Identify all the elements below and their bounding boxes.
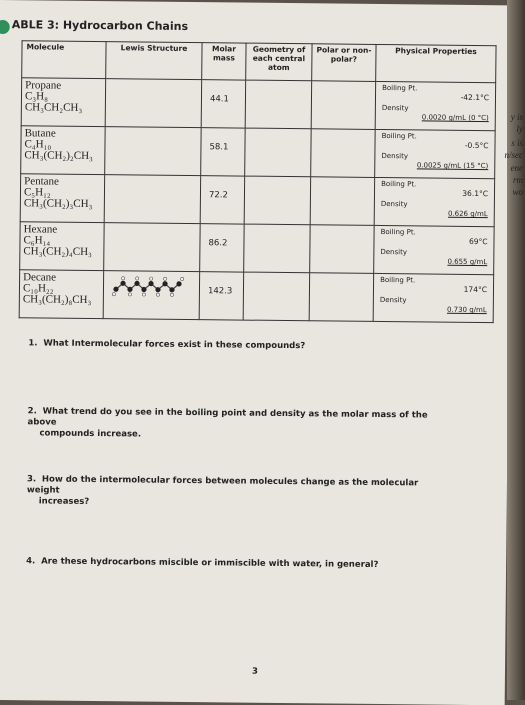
side-text: wo — [512, 187, 523, 197]
molar-mass: 86.2 — [208, 238, 228, 249]
header-physical: Physical Properties — [376, 44, 496, 82]
molecule-formula: C₄H₁₀ — [24, 138, 52, 151]
decane-ball-stick-model — [112, 275, 192, 298]
table-row — [21, 78, 495, 131]
density-value: 0.0020 g/mL (0 °C) — [421, 113, 489, 123]
header-polar: Polar or non-polar? — [312, 44, 376, 82]
geometry-cell — [244, 176, 310, 225]
physical-cell — [374, 225, 494, 274]
boiling-value: -0.5°C — [464, 140, 489, 151]
molecule-formula: C₆H₁₄ — [23, 234, 51, 247]
molecule-cell — [19, 270, 103, 319]
question-1 — [28, 338, 448, 353]
physical-cell — [375, 129, 495, 178]
density-label: Density — [380, 247, 408, 257]
density-value: 0.730 g/mL — [446, 305, 487, 315]
molar-mass: 58.1 — [209, 142, 229, 153]
density-label: Density — [381, 104, 409, 113]
question-2 — [27, 406, 447, 443]
lewis-cell — [105, 79, 201, 128]
table-row — [21, 126, 495, 179]
lewis-cell — [104, 175, 200, 224]
geometry-cell — [245, 80, 311, 129]
corner-mark — [0, 20, 10, 34]
table-title: ABLE 3: Hydrocarbon Chains — [11, 18, 189, 33]
density-value: 0.626 g/mL — [447, 209, 488, 219]
molecule-name: Butane — [24, 127, 56, 140]
polar-cell — [311, 129, 375, 178]
physical-cell — [373, 273, 493, 322]
geometry-cell — [244, 224, 310, 273]
molar-cell — [201, 80, 246, 128]
molecule-formula: C₃H₈ — [24, 90, 49, 103]
molecule-condensed: CH₃CH₂CH₃ — [24, 101, 83, 114]
header-lewis: Lewis Structure — [106, 42, 202, 80]
question-3 — [27, 474, 447, 511]
boiling-value: 174°C — [463, 284, 488, 295]
boiling-label: Boiling Pt. — [380, 227, 416, 237]
question-text-continued: compounds increase. — [39, 428, 142, 440]
question-text: Are these hydrocarbons miscible or immiscible with water, in general? — [41, 556, 379, 570]
density-value: 0.655 g/mL — [447, 257, 488, 267]
question-4 — [26, 556, 446, 571]
boiling-label: Boiling Pt. — [380, 275, 416, 285]
geometry-cell — [243, 272, 309, 321]
molecule-condensed: CH₃(CH₂)₈CH₃ — [22, 293, 92, 306]
question-text: How do the intermolecular forces between molecules change as the molecular weight — [26, 474, 419, 496]
side-text: rm — [512, 175, 523, 185]
molar-mass: 142.3 — [207, 286, 233, 297]
molar-mass: 44.1 — [209, 94, 229, 105]
molar-cell — [200, 176, 245, 224]
molecule-cell — [20, 222, 104, 271]
polar-cell — [310, 225, 374, 274]
header-molar: Molar mass — [202, 43, 246, 80]
question-text-continued: increases? — [38, 496, 90, 507]
molecule-name: Hexane — [23, 223, 58, 236]
side-text: y is — [510, 112, 523, 122]
table-header-row — [22, 41, 496, 83]
molar-cell — [200, 224, 245, 272]
polar-cell — [311, 81, 375, 130]
molecule-cell — [21, 78, 105, 127]
boiling-value: 36.1°C — [462, 188, 489, 199]
density-value: 0.0025 g/mL (15 °C) — [416, 161, 489, 171]
lewis-cell — [104, 223, 200, 272]
density-label: Density — [381, 152, 409, 161]
question-number: 3. — [26, 474, 37, 485]
molecule-condensed: CH₃(CH₂)₄CH₃ — [23, 245, 92, 258]
question-text: What trend do you see in the boiling point and density as the molar mass of the above — [27, 406, 428, 428]
molecule-condensed: CH₃(CH₂)₃CH₃ — [23, 197, 93, 210]
table-row — [19, 270, 493, 323]
molecule-name: Decane — [23, 271, 57, 284]
density-label: Density — [379, 295, 407, 305]
geometry-cell — [245, 128, 311, 177]
molecule-formula: C₅H₁₂ — [23, 186, 51, 199]
boiling-label: Boiling Pt. — [381, 132, 417, 141]
molar-mass: 72.2 — [208, 190, 228, 201]
molecule-cell — [20, 174, 104, 223]
question-number: 1. — [28, 338, 38, 349]
side-text: ene — [510, 163, 523, 173]
lewis-cell — [105, 127, 201, 176]
polar-cell — [309, 273, 373, 322]
table-row — [20, 174, 494, 227]
table-row — [20, 222, 494, 275]
boiling-value: -42.1°C — [460, 92, 490, 103]
side-text: ly — [516, 124, 523, 134]
question-number: 4. — [26, 556, 36, 567]
hydrocarbon-table — [19, 40, 497, 323]
question-text: What Intermolecular forces exist in these compounds? — [43, 338, 306, 352]
side-text: s is — [511, 138, 523, 148]
physical-cell — [374, 177, 494, 226]
physical-cell — [375, 81, 495, 130]
header-molecule: Molecule — [22, 41, 106, 79]
molecule-formula: C₁₀H₂₂ — [22, 282, 54, 295]
molecule-cell — [21, 126, 105, 175]
density-label: Density — [380, 199, 408, 209]
question-number: 2. — [27, 406, 37, 417]
page-number: 3 — [251, 666, 258, 677]
molecule-name: Pentane — [24, 175, 59, 188]
boiling-label: Boiling Pt. — [382, 84, 418, 93]
molar-cell — [201, 128, 246, 176]
adjacent-page-edge — [504, 0, 525, 700]
molecule-name: Propane — [25, 79, 62, 92]
boiling-value: 69°C — [468, 236, 488, 247]
boiling-label: Boiling Pt. — [381, 180, 417, 189]
side-text: n/sec — [504, 150, 523, 160]
header-geometry: Geometry of each central atom — [246, 43, 312, 81]
molar-cell — [199, 272, 244, 320]
lewis-cell — [103, 271, 199, 320]
molecule-condensed: CH₃(CH₂)₂CH₃ — [24, 149, 93, 162]
polar-cell — [310, 177, 374, 226]
